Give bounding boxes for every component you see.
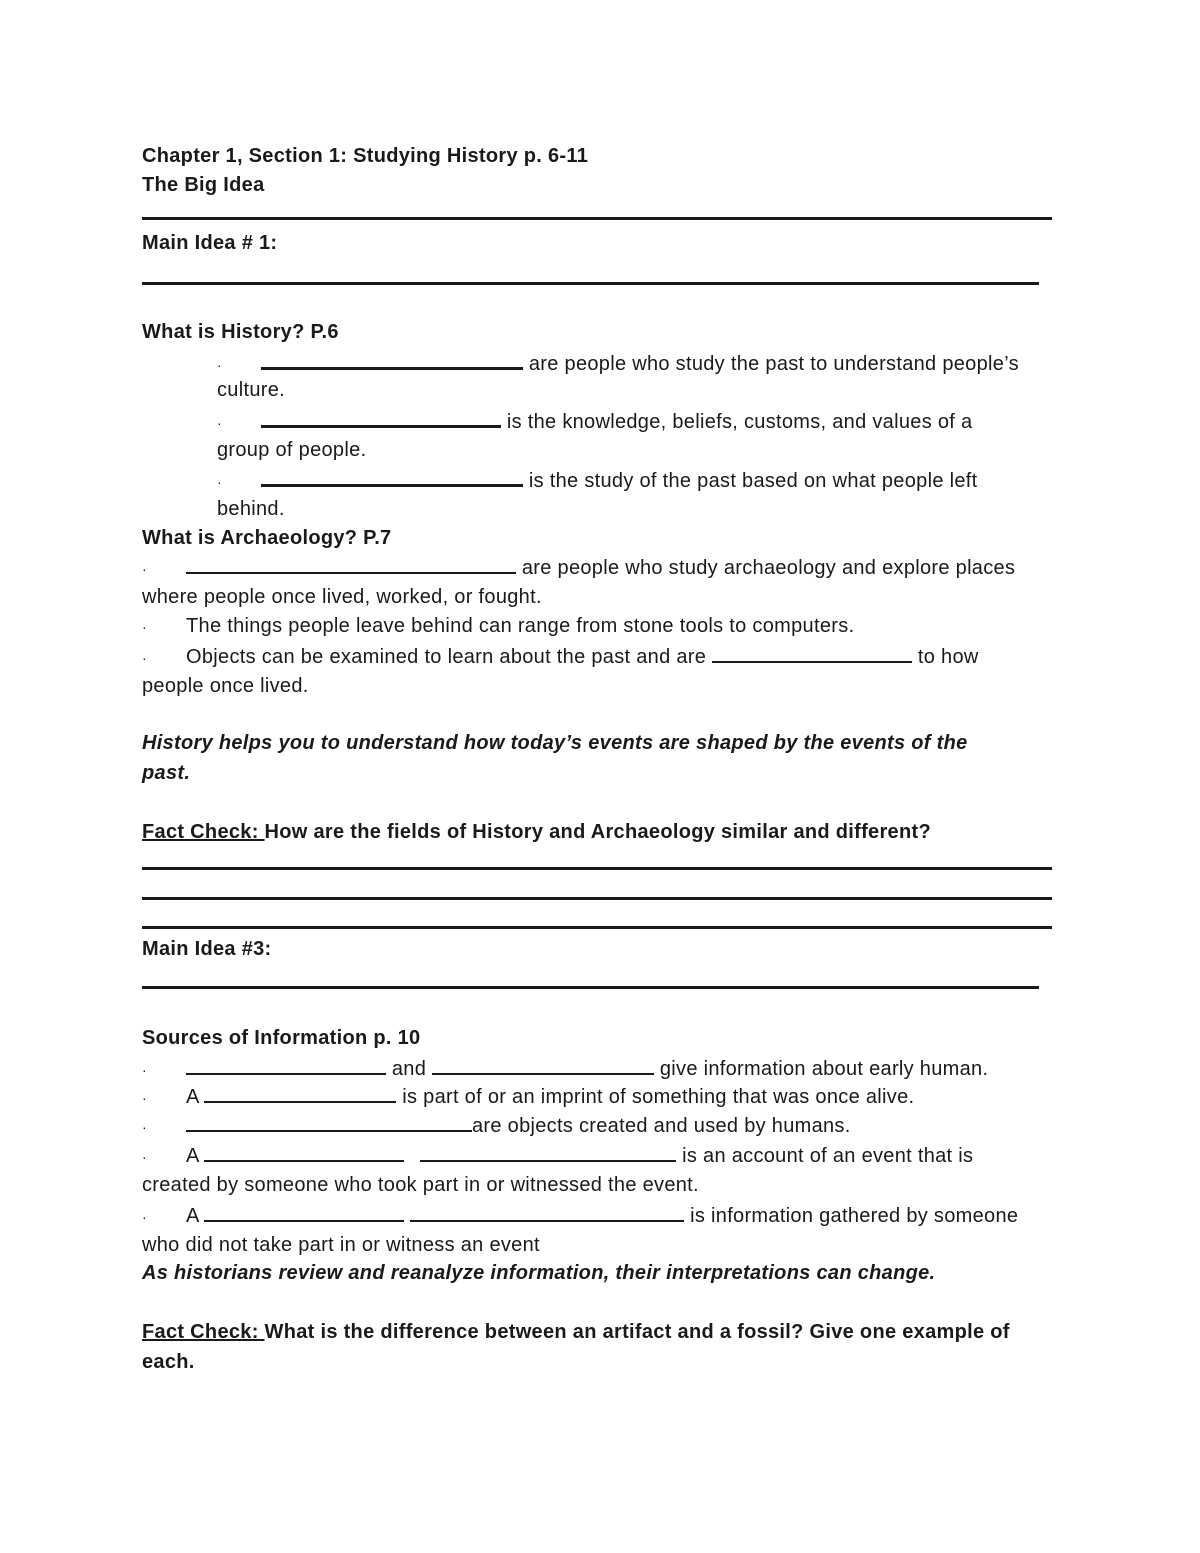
fill-in-blank[interactable] [186, 1055, 386, 1075]
history-item-2-cont: group of people. [217, 439, 367, 461]
sources-item-5-cont: who did not take part in or witness an event [142, 1234, 540, 1256]
key-statement-2: As historians review and reanalyze information, their interpretations can change. [142, 1262, 936, 1284]
bullet: · [142, 1062, 147, 1078]
page-title: Chapter 1, Section 1: Studying History p. 6-11 [142, 145, 589, 167]
sources-item-4-post: is an account of an event that is [682, 1145, 974, 1167]
sources-item-1-post: give information about early human. [659, 1058, 989, 1080]
fill-in-blank[interactable] [186, 1112, 472, 1132]
bullet: · [142, 1119, 147, 1135]
archaeology-item-1-text: are people who study archaeology and explore places [521, 557, 1016, 579]
bullet: · [142, 1149, 147, 1165]
fill-in-blank[interactable] [712, 643, 912, 663]
archaeology-item-1 [142, 554, 1015, 582]
bullet: · [142, 1090, 147, 1106]
history-item-3-cont: behind. [217, 498, 285, 520]
sources-item-4 [142, 1142, 973, 1170]
sources-item-1 [142, 1055, 988, 1083]
key-statement-line-2: past. [142, 762, 191, 784]
fill-in-blank[interactable] [261, 349, 523, 370]
sources-item-3 [142, 1112, 851, 1140]
sources-heading: Sources of Information p. 10 [142, 1027, 421, 1049]
answer-line[interactable] [142, 867, 1052, 870]
fact-check-1 [142, 819, 931, 845]
big-idea-label: The Big Idea [142, 174, 265, 196]
fill-in-blank[interactable] [204, 1142, 404, 1162]
fact-check-label: Fact Check: [142, 1321, 265, 1343]
archaeology-item-3-pre: Objects can be examined to learn about the past and are [186, 646, 707, 668]
sources-item-5 [142, 1202, 1018, 1230]
fact-check-question: What is the difference between an artifact and a fossil? Give one example of [264, 1321, 1010, 1343]
bullet: · [142, 619, 147, 635]
sources-item-4-pre: A [186, 1145, 199, 1167]
answer-line[interactable] [142, 217, 1052, 220]
fill-in-blank[interactable] [204, 1202, 404, 1222]
fill-in-blank[interactable] [261, 407, 501, 428]
fact-check-label: Fact Check: [142, 821, 265, 843]
main-idea-3-label: Main Idea #3: [142, 938, 272, 960]
history-heading: What is History? P.6 [142, 321, 339, 343]
bullet: · [217, 474, 222, 490]
key-statement-line-1: History helps you to understand how today’s events are shaped by the events of the [142, 732, 968, 754]
archaeology-item-2 [142, 613, 854, 640]
history-item-3-text: is the study of the past based on what people left [528, 470, 978, 492]
fact-check-2-cont: each. [142, 1351, 195, 1373]
bullet: · [217, 415, 222, 431]
sources-item-5-pre: A [186, 1205, 199, 1227]
bullet: · [217, 357, 222, 373]
answer-line[interactable] [142, 926, 1052, 929]
sources-item-2 [142, 1083, 914, 1111]
answer-line[interactable] [142, 282, 1039, 285]
archaeology-item-3-post: to how [917, 646, 979, 668]
history-item-1 [217, 349, 1019, 378]
answer-line[interactable] [142, 897, 1052, 900]
sources-item-2-post: is part of or an imprint of something that was once alive. [402, 1086, 915, 1108]
archaeology-item-2-text: The things people leave behind can range from stone tools to computers. [186, 615, 855, 637]
bullet: · [142, 561, 147, 577]
sources-item-4-cont: created by someone who took part in or witnessed the event. [142, 1174, 699, 1196]
history-item-1-cont: culture. [217, 379, 285, 401]
history-item-3 [217, 466, 977, 495]
archaeology-item-1-cont: where people once lived, worked, or fought. [142, 586, 542, 608]
sources-item-1-mid: and [391, 1058, 427, 1080]
fill-in-blank[interactable] [204, 1083, 396, 1103]
fill-in-blank[interactable] [186, 554, 516, 574]
history-item-2-text: is the knowledge, beliefs, customs, and values of a [506, 411, 973, 433]
archaeology-item-3-cont: people once lived. [142, 675, 309, 697]
fact-check-question: How are the fields of History and Archaeology similar and different? [264, 821, 931, 843]
bullet: · [142, 650, 147, 666]
answer-line[interactable] [142, 986, 1039, 989]
fill-in-blank[interactable] [432, 1055, 654, 1075]
history-item-2 [217, 407, 972, 436]
sources-item-2-pre: A [186, 1086, 199, 1108]
fact-check-2 [142, 1319, 1010, 1345]
bullet: · [142, 1209, 147, 1225]
history-item-1-text: are people who study the past to understand people’s [528, 353, 1019, 375]
fill-in-blank[interactable] [261, 466, 523, 487]
sources-item-5-post: is information gathered by someone [690, 1205, 1019, 1227]
fill-in-blank[interactable] [410, 1202, 684, 1222]
fill-in-blank[interactable] [420, 1142, 676, 1162]
archaeology-item-3 [142, 643, 979, 671]
archaeology-heading: What is Archaeology? P.7 [142, 527, 392, 549]
sources-item-3-post: are objects created and used by humans. [472, 1115, 851, 1137]
main-idea-1-label: Main Idea # 1: [142, 232, 278, 254]
